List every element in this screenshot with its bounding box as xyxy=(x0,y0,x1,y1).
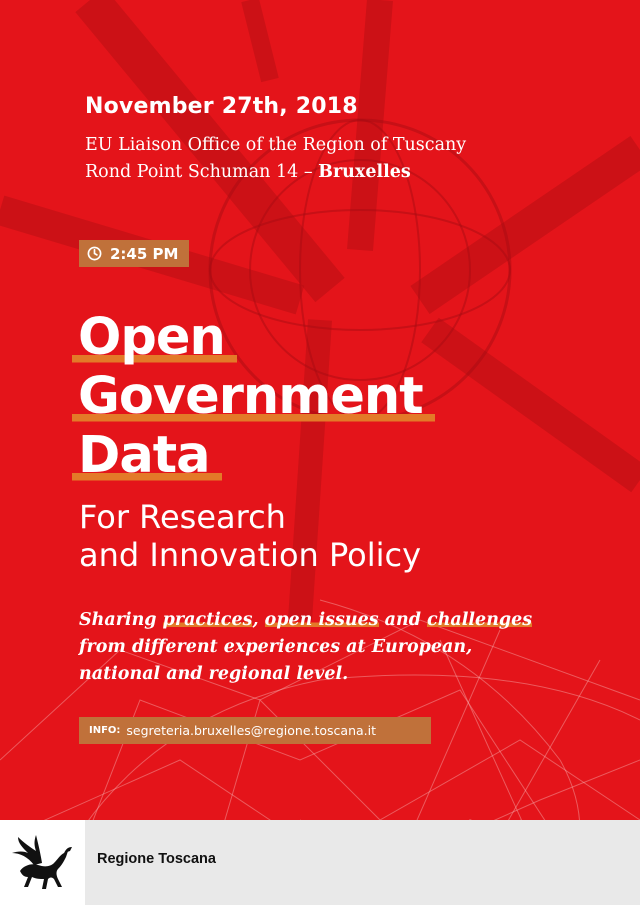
tagline-line-2: from different experiences at European, xyxy=(79,637,473,657)
info-email-link[interactable]: segreteria.bruxelles@regione.toscana.it xyxy=(126,723,377,738)
title-line-2: Government xyxy=(72,367,435,426)
pegasus-logo-icon xyxy=(6,827,78,899)
info-bar xyxy=(79,717,431,744)
subtitle-line-2: and Innovation Policy xyxy=(79,536,422,574)
info-label: INFO: xyxy=(89,725,121,736)
event-venue xyxy=(85,132,466,186)
organization-name: Regione Toscana xyxy=(97,851,216,867)
footer xyxy=(0,820,640,905)
main-title xyxy=(72,308,435,485)
venue-line-1: EU Liaison Office of the Region of Tuscany xyxy=(85,135,467,155)
event-date: November 27th, 2018 xyxy=(85,94,358,119)
tagline-line-3: national and regional level. xyxy=(79,664,349,684)
subtitle xyxy=(79,498,421,574)
title-line-1: Open xyxy=(72,308,435,367)
tagline-highlight-open-issues: open issues xyxy=(264,610,379,630)
clock-icon xyxy=(87,246,102,261)
venue-city: Bruxelles xyxy=(318,162,411,182)
subtitle-line-1: For Research xyxy=(79,498,286,536)
venue-address: Rond Point Schuman 14 – xyxy=(85,162,319,182)
tagline-highlight-practices: practices xyxy=(162,610,253,630)
tagline xyxy=(79,607,549,688)
time-badge xyxy=(79,240,189,267)
title-line-3: Data xyxy=(72,426,435,485)
tagline-line-1: Sharing practices, open issues and challenges xyxy=(79,610,533,630)
tagline-highlight-challenges: challenges xyxy=(427,610,533,630)
venue-line-2 xyxy=(85,159,466,186)
event-time: 2:45 PM xyxy=(110,244,179,263)
